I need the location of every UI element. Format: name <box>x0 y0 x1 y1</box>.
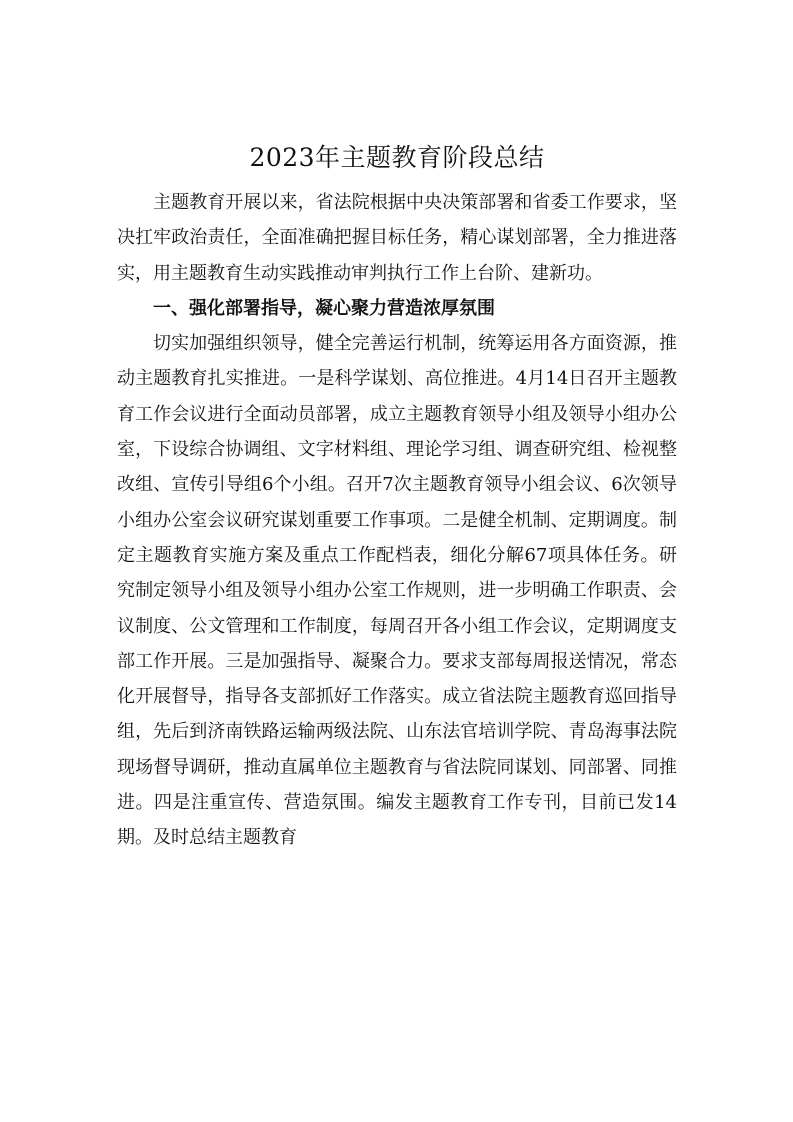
document-body <box>117 138 677 856</box>
intro-paragraph: 主题教育开展以来，省法院根据中央决策部署和省委工作要求，坚决扛牢政治责任，全面准确把握目标任务，精心谋划部署，全力推进落实，用主题教育生动实践推动审判执行工作上台阶、建新功。 <box>117 192 677 284</box>
document-title: 2023年主题教育阶段总结 <box>249 143 545 172</box>
section-body-paragraph: 切实加强组织领导，健全完善运行机制，统筹运用各方面资源，推动主题教育扎实推进。一是科学谋划、高位推进。4月14日召开主题教育工作会议进行全面动员部署，成立主题教育领导小组及领导小组办公室，下设综合协调组、文字材料组、理论学习组、调查研究组、检视整改组、宣传引导组6个小组。召开7次主题教育领导小组会议、6次领导小组办公室会议研究谋划重要工作事项。二是健全机制、定期调度。制定主题教育实施方案及重点工作配档表，细化分解67项具体任务。研究制定领导小组及领导小组办公室工作规则，进一步明确工作职责、会议制度、公文管理和工作制度，每周召开各小组工作会议，定期调度支部工作开展。三是加强指导、凝聚合力。要求支部每周报送情况，常态化开展督导，指导各支部抓好工作落实。成立省法院主题教育巡回指导组，先后到济南铁路运输两级法院、山东法官培训学院、青岛海事法院现场督导调研，推动直属单位主题教育与省法院同谋划、同部署、同推进。四是注重宣传、营造氛围。编发主题教育工作专刊，目前已发14期。及时总结主题教育 <box>117 333 677 849</box>
section-heading: 一、强化部署指导，凝心聚力营造浓厚氛围 <box>153 297 495 319</box>
